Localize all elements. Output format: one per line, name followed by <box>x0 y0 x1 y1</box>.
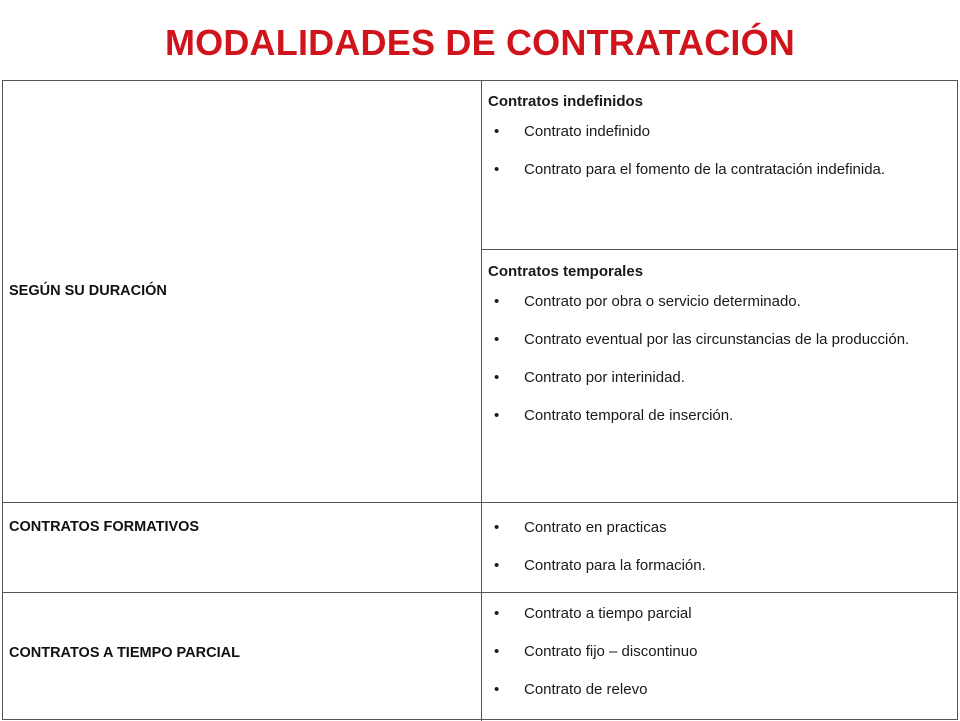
item-list <box>488 595 951 709</box>
list-item: • Contrato eventual por las circunstancias de la producción. <box>488 321 951 359</box>
bullet-icon: • <box>494 605 500 622</box>
group-heading: Contratos temporales <box>488 263 644 280</box>
page-title: MODALIDADES DE CONTRATACIÓN <box>164 22 796 63</box>
list-item: • Contrato fijo – discontinuo <box>488 633 951 671</box>
contract-modalities-table <box>2 80 958 720</box>
group-indefinite <box>482 91 957 249</box>
bullet-icon: • <box>494 331 500 348</box>
label-column <box>3 81 482 721</box>
bullet-icon: • <box>494 407 500 424</box>
item-list <box>488 283 951 435</box>
item-list <box>488 113 951 189</box>
list-item: • Contrato para la formación. <box>488 547 951 585</box>
list-item: • Contrato por obra o servicio determinado. <box>488 283 951 321</box>
list-item: • Contrato temporal de inserción. <box>488 397 951 435</box>
list-item: • Contrato para el fomento de la contratación indefinida. <box>488 151 951 189</box>
bullet-icon: • <box>494 681 500 698</box>
bullet-icon: • <box>494 519 500 536</box>
group-heading: Contratos indefinidos <box>488 93 643 110</box>
group-temporary <box>482 261 957 502</box>
bullet-icon: • <box>494 557 500 574</box>
list-item: • Contrato a tiempo parcial <box>488 595 951 633</box>
bullet-icon: • <box>494 161 500 178</box>
list-item: • Contrato por interinidad. <box>488 359 951 397</box>
bullet-icon: • <box>494 123 500 140</box>
divider-indefinite-temporary <box>482 249 957 250</box>
row-label-duration: SEGÚN SU DURACIÓN <box>9 283 167 299</box>
group-part-time <box>482 595 957 721</box>
item-list <box>488 509 951 585</box>
list-item: • Contrato de relevo <box>488 671 951 709</box>
divider-row-1 <box>3 502 957 503</box>
row-label-part-time: CONTRATOS A TIEMPO PARCIAL <box>9 645 240 661</box>
group-formative <box>482 509 957 592</box>
row-label-formative: CONTRATOS FORMATIVOS <box>9 519 200 535</box>
list-item: • Contrato indefinido <box>488 113 951 151</box>
bullet-icon: • <box>494 643 500 660</box>
list-item: • Contrato en practicas <box>488 509 951 547</box>
bullet-icon: • <box>494 293 500 310</box>
bullet-icon: • <box>494 369 500 386</box>
divider-row-2 <box>3 592 957 593</box>
